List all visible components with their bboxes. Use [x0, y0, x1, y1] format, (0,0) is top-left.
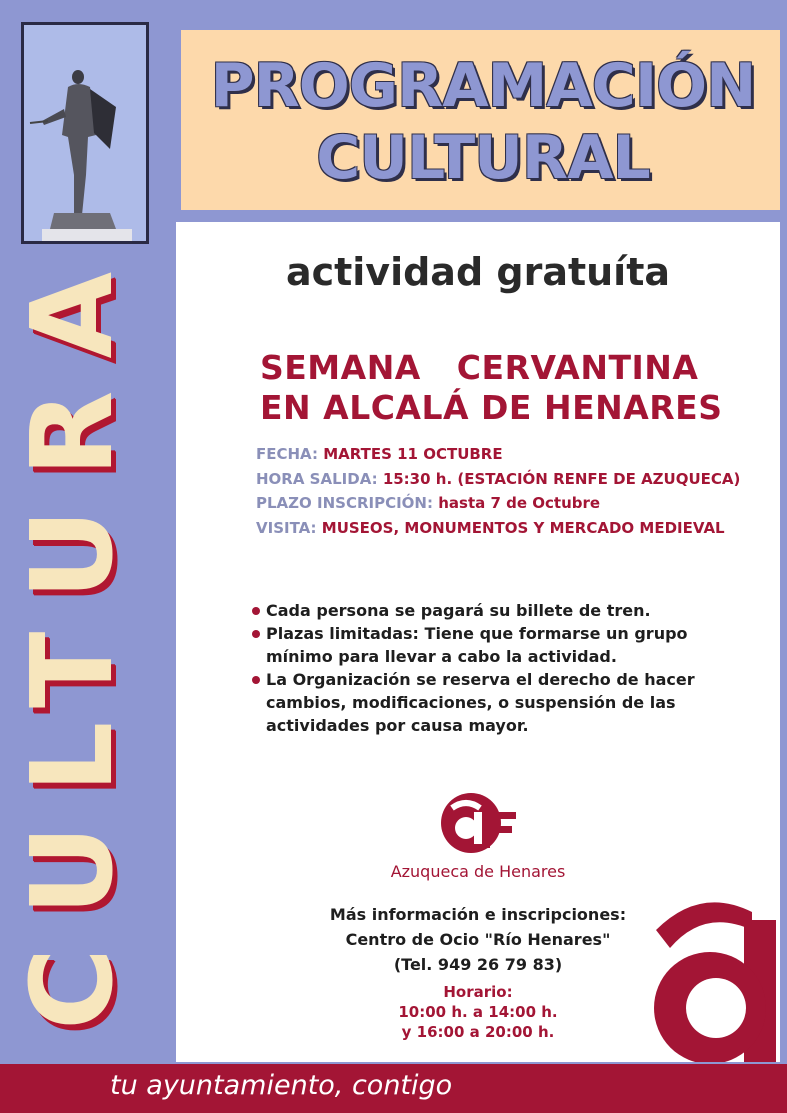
detail-value: hasta 7 de Octubre [438, 494, 601, 512]
detail-label: HORA SALIDA: [256, 469, 378, 488]
event-title [260, 348, 723, 428]
detail-value: MARTES 11 OCTUBRE [323, 445, 503, 463]
left-strip [0, 0, 176, 1062]
note-item: Cada persona se pagará su billete de tren. [250, 599, 750, 622]
info-line: Centro de Ocio "Río Henares" [345, 930, 611, 949]
event-title-line-1: SEMANA CERVANTINA [260, 348, 699, 387]
event-details [256, 442, 740, 540]
detail-label: FECHA: [256, 445, 318, 463]
big-a-logo-icon [640, 890, 780, 1062]
subtitle: actividad gratuíta [285, 250, 671, 294]
statue-photo [21, 22, 149, 244]
bullet-dot-icon [252, 607, 260, 615]
bottom-bar [0, 1064, 787, 1113]
detail-value: 15:30 h. (ESTACIÓN RENFE DE AZUQUECA) [382, 469, 741, 488]
title-box [176, 30, 780, 216]
notes-list [250, 599, 750, 737]
detail-row-departure [256, 467, 740, 492]
logo-name: Azuqueca de Henares [390, 862, 566, 881]
bullet-dot-icon [252, 630, 260, 638]
detail-value: MUSEOS, MONUMENTOS Y MERCADO MEDIEVAL [321, 518, 725, 537]
event-title-line-2: EN ALCALÁ DE HENARES [260, 388, 723, 427]
detail-row-deadline [256, 491, 740, 516]
hours-line: y 16:00 a 20:00 h. [401, 1023, 555, 1041]
page-title-line: CULTURAL [316, 123, 650, 193]
bullet-dot-icon [252, 676, 260, 684]
detail-row-visit [256, 516, 740, 541]
detail-label: PLAZO INSCRIPCIÓN: [256, 494, 433, 512]
note-item: La Organización se reserva el derecho de hacer cambios, modificaciones, o suspensión de las actividades por causa mayor. [250, 668, 750, 737]
info-line: Más información e inscripciones: [329, 905, 627, 924]
azuqueca-logo-icon [438, 790, 518, 856]
detail-row-date [256, 442, 740, 467]
info-line: (Tel. 949 26 79 83) [393, 955, 563, 974]
page-title-line: PROGRAMACIÓN [210, 51, 756, 121]
hours-line: 10:00 h. a 14:00 h. [398, 1003, 558, 1021]
hours-title: Horario: [443, 983, 513, 1001]
cultura-vertical-label: CULTURA [8, 239, 138, 1030]
note-item: Plazas limitadas: Tiene que formarse un grupo mínimo para llevar a cabo la actividad. [250, 622, 750, 668]
slogan: tu ayuntamiento, contigo [110, 1070, 453, 1101]
page-title [181, 50, 785, 194]
detail-label: VISITA: [256, 518, 317, 537]
